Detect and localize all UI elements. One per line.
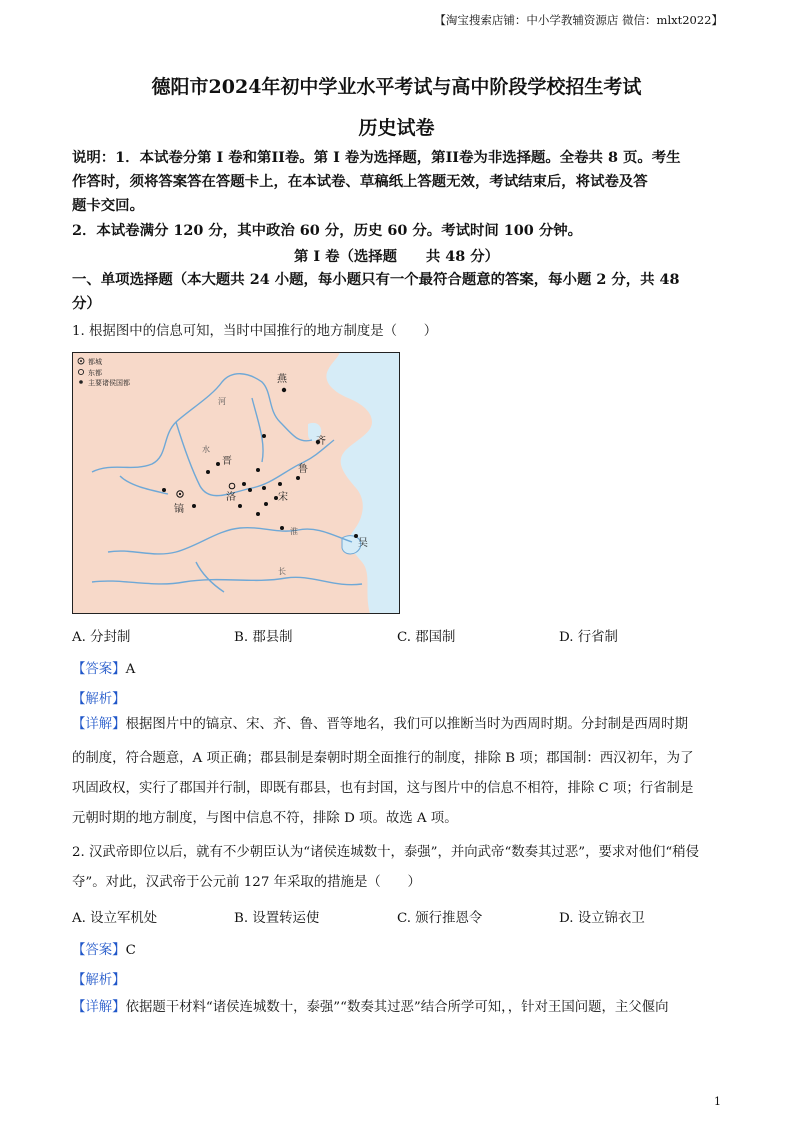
label-luo: 洛 xyxy=(226,492,236,503)
label-qi: 齐 xyxy=(316,436,326,447)
q2-option-d[interactable]: D. 设立锦衣卫 xyxy=(559,911,645,926)
part-heading-line-1: 一、单项选择题（本大题共 24 小题，每小题只有一个最符合题意的答案，每小题 2 分，共 48 xyxy=(72,271,680,288)
q2-option-c[interactable]: C. 颁行推恩令 xyxy=(397,911,483,926)
legend-vassal-capital: 主要诸侯国都 xyxy=(88,379,130,387)
section-header: 第 I 卷（选择题 共 48 分） xyxy=(293,248,500,265)
label-song: 宋 xyxy=(278,492,288,503)
label-hao: 镐 xyxy=(174,504,184,515)
instruction-line-3: 题卡交回。 xyxy=(72,197,144,214)
label-huai: 淮 xyxy=(290,527,298,536)
header-note: 【淘宝搜索店铺：中小学教辅资源店 微信：mlxt2022】 xyxy=(434,13,723,27)
instruction-line-2: 作答时，须将答案答在答题卡上，在本试卷、草稿纸上答题无效，考试结束后，将试卷及答 xyxy=(72,173,648,190)
q1-detail-line-3: 巩固政权，实行了郡国并行制，即既有郡县，也有封国，这与图片中的信息不相符，排除 C 项；行省制是 xyxy=(72,781,694,796)
q2-answer xyxy=(72,939,136,958)
q1-detail-tag: 【详解】 xyxy=(72,717,126,732)
label-chang: 长 xyxy=(278,567,286,576)
label-wu: 吴 xyxy=(358,538,368,549)
q1-answer-tag: 【答案】 xyxy=(72,662,126,677)
label-shui: 水 xyxy=(202,445,210,454)
q2-analysis-tag: 【解析】 xyxy=(72,973,126,988)
question-2-options xyxy=(72,907,724,927)
q2-option-b[interactable]: B. 设置转运使 xyxy=(234,911,320,926)
western-zhou-map xyxy=(72,352,400,614)
question-1-options xyxy=(72,626,724,646)
instruction-line-4: 2．本试卷满分 120 分，其中政治 60 分，历史 60 分。考试时间 100 分钟。 xyxy=(72,222,582,239)
legend-eastern-capital: 东都 xyxy=(88,369,102,377)
q2-option-a[interactable]: A. 设立军机处 xyxy=(72,911,158,926)
label-lu: 鲁 xyxy=(298,464,308,475)
q1-option-b[interactable]: B. 郡县制 xyxy=(234,630,293,645)
q1-detail-line-4: 元朝时期的地方制度，与图中信息不符，排除 D 项。故选 A 项。 xyxy=(72,811,458,826)
exam-subtitle: 历史试卷 xyxy=(358,117,435,139)
q1-answer-value: A xyxy=(125,662,136,677)
q1-answer xyxy=(72,658,135,677)
q1-option-c[interactable]: C. 郡国制 xyxy=(397,630,456,645)
question-2-stem-line-2: 夺”。对此，汉武帝于公元前 127 年采取的措施是（ ） xyxy=(72,875,421,890)
q2-answer-value: C xyxy=(125,943,136,958)
legend-capital: 都城 xyxy=(88,358,102,366)
q1-analysis-tag: 【解析】 xyxy=(72,692,126,707)
q1-option-d[interactable]: D. 行省制 xyxy=(559,630,618,645)
q2-detail-line-1 xyxy=(72,994,724,1022)
q1-option-a[interactable]: A. 分封制 xyxy=(72,630,131,645)
q2-answer-tag: 【答案】 xyxy=(72,943,126,958)
part-heading-line-2: 分） xyxy=(72,295,101,312)
label-jin: 晋 xyxy=(222,456,232,467)
q1-detail-line-2: 的制度，符合题意，A 项正确；郡县制是秦朝时期全面推行的制度，排除 B 项；郡国制：西汉初年，为了 xyxy=(72,751,694,766)
q1-detail-line-1 xyxy=(72,711,724,739)
label-he: 河 xyxy=(218,397,226,406)
label-yan: 燕 xyxy=(277,374,287,385)
question-1-stem: 1. 根据图中的信息可知，当时中国推行的地方制度是（ ） xyxy=(72,324,438,339)
instruction-line-1: 说明：1．本试卷分第 I 卷和第II卷。第 I 卷为选择题，第II卷为非选择题。全卷共 8 页。考生 xyxy=(72,149,681,166)
page-number: 1 xyxy=(714,1095,721,1108)
q1-detail-text-1: 根据图片中的镐京、宋、齐、鲁、晋等地名，我们可以推断当时为西周时期。分封制是西周时期 xyxy=(125,717,688,732)
q2-detail-text-1: 依据题干材料“诸侯连城数十，泰强”“数奏其过恶”结合所学可知，，针对王国问题，主父偃向 xyxy=(125,1000,669,1015)
q2-detail-tag: 【详解】 xyxy=(72,1000,126,1015)
map-svg xyxy=(72,352,400,614)
exam-title: 德阳市2024年初中学业水平考试与高中阶段学校招生考试 xyxy=(151,76,642,98)
question-2-stem-line-1: 2. 汉武帝即位以后，就有不少朝臣认为“诸侯连城数十，泰强”，并向武帝“数奏其过恶”，要求对他们“稍侵 xyxy=(72,845,700,860)
